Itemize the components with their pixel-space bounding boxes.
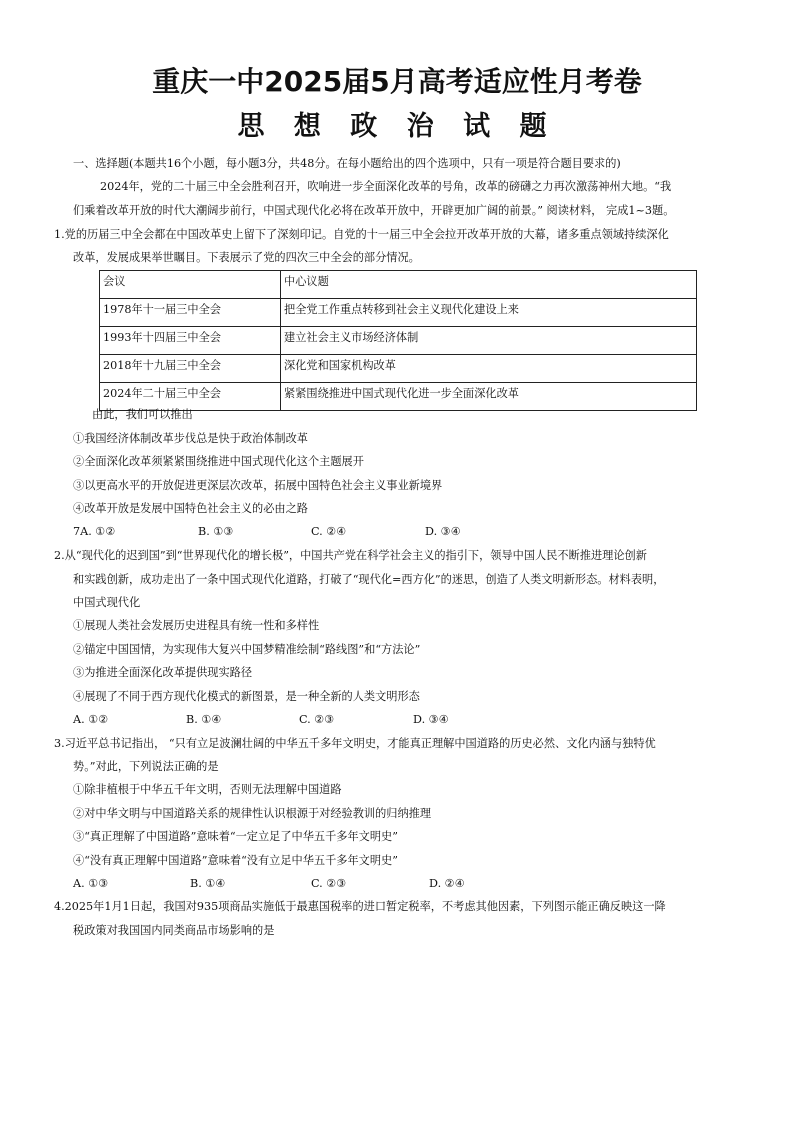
- table-header-row: [100, 271, 697, 299]
- q2-option-a: A. ①②: [73, 713, 109, 726]
- table-cell: 建立社会主义市场经济体制: [281, 327, 697, 355]
- q3-stem-line-2: 势。”对此，下列说法正确的是: [73, 760, 219, 773]
- q1-option-a: 7A. ①②: [73, 525, 116, 538]
- table-header-cell: 会议: [100, 271, 281, 299]
- table-cell: 把全党工作重点转移到社会主义现代化建设上来: [281, 299, 697, 327]
- q2-item-4: ④展现了不同于西方现代化模式的新图景，是一种全新的人类文明形态: [73, 690, 420, 703]
- q3-item-4: ④“没有真正理解中国道路”意味着“没有立足中华五千多年文明史”: [73, 854, 398, 867]
- table-row: [100, 383, 697, 411]
- exam-subtitle: 思 想 政 治 试 题: [237, 111, 557, 142]
- q3-option-a: A. ①③: [73, 877, 109, 890]
- q1-lead: 由此，我们可以推出: [92, 408, 193, 421]
- table-cell: 2024年二十届三中全会: [100, 383, 281, 411]
- table-header-cell: 中心议题: [281, 271, 697, 299]
- q1-table: [99, 270, 697, 411]
- q2-item-1: ①展现人类社会发展历史进程具有统一性和多样性: [73, 619, 320, 632]
- q3-item-3: ③“真正理解了中国道路”意味着“一定立足了中华五千多年文明史”: [73, 830, 398, 843]
- q2-option-d: D. ③④: [413, 713, 449, 726]
- table-row: [100, 355, 697, 383]
- intro-line-2: 们乘着改革开放的时代大潮阔步前行，中国式现代化必将在改革开放中，开辟更加广阔的前景。” 阅读材料， 完成1~3题。: [73, 204, 675, 217]
- table-row: [100, 327, 697, 355]
- q1-item-1: ①我国经济体制改革步伐总是快于政治体制改革: [73, 432, 308, 445]
- q2-stem-line-2: 和实践创新，成功走出了一条中国式现代化道路，打破了“现代化=西方化”的迷思，创造了人类文明新形态。材料表明，: [73, 573, 665, 586]
- table-cell: 1978年十一届三中全会: [100, 299, 281, 327]
- q2-item-3: ③为推进全面深化改革提供现实路径: [73, 666, 253, 679]
- q2-stem-line-3: 中国式现代化: [73, 596, 141, 609]
- q1-option-d: D. ③④: [425, 525, 461, 538]
- q1-stem-line-1: 1.党的历届三中全会都在中国改革史上留下了深刻印记。自党的十一届三中全会拉开改革开放的大幕，诸多重点领域持续深化: [54, 228, 669, 241]
- q2-item-2: ②锚定中国国情，为实现伟大复兴中国梦精准绘制“路线图”和“方法论”: [73, 643, 421, 656]
- q3-item-1: ①除非植根于中华五千年文明，否则无法理解中国道路: [73, 783, 342, 796]
- q1-item-2: ②全面深化改革须紧紧围绕推进中国式现代化这个主题展开: [73, 455, 364, 468]
- q3-option-c: C. ②③: [311, 877, 347, 890]
- table-cell: 紧紧围绕推进中国式现代化进一步全面深化改革: [281, 383, 697, 411]
- intro-line-1: 2024年，党的二十届三中全会胜利召开，吹响进一步全面深化改革的号角，改革的磅礴之力再次激荡神州大地。“我: [100, 180, 672, 193]
- table-row: [100, 299, 697, 327]
- exam-title: 重庆一中2025届5月高考适应性月考卷: [152, 65, 642, 98]
- table-cell: 1993年十四届三中全会: [100, 327, 281, 355]
- section-header: 一、选择题(本题共16个小题，每小题3分，共48分。在每小题给出的四个选项中，只有一项是符合题目要求的): [73, 157, 621, 170]
- q1-item-3: ③以更高水平的开放促进更深层次改革，拓展中国特色社会主义事业新境界: [73, 479, 443, 492]
- q4-stem-line-2: 税政策对我国国内同类商品市场影响的是: [73, 924, 275, 937]
- q1-option-b: B. ①③: [198, 525, 234, 538]
- q2-option-b: B. ①④: [186, 713, 222, 726]
- q2-stem-line-1: 2.从“现代化的迟到国”到“世界现代化的增长极”，中国共产党在科学社会主义的指引下，领导中国人民不断推进理论创新: [54, 549, 647, 562]
- q1-item-4: ④改革开放是发展中国特色社会主义的必由之路: [73, 502, 308, 515]
- table-cell: 2018年十九届三中全会: [100, 355, 281, 383]
- q1-stem-line-2: 改革，发展成果举世瞩目。下表展示了党的四次三中全会的部分情况。: [73, 251, 420, 264]
- q3-stem-line-1: 3.习近平总书记指出， “只有立足波澜壮阔的中华五千多年文明史，才能真正理解中国道路的历史必然、文化内涵与独特优: [54, 737, 656, 750]
- q1-option-c: C. ②④: [311, 525, 347, 538]
- table-cell: 深化党和国家机构改革: [281, 355, 697, 383]
- q3-item-2: ②对中华文明与中国道路关系的规律性认识根源于对经验教训的归纳推理: [73, 807, 432, 820]
- q3-option-b: B. ①④: [190, 877, 226, 890]
- q4-stem-line-1: 4.2025年1月1日起，我国对935项商品实施低于最惠国税率的进口暂定税率，不考虑其他因素，下列图示能正确反映这一降: [54, 900, 666, 913]
- q3-option-d: D. ②④: [429, 877, 465, 890]
- q2-option-c: C. ②③: [299, 713, 335, 726]
